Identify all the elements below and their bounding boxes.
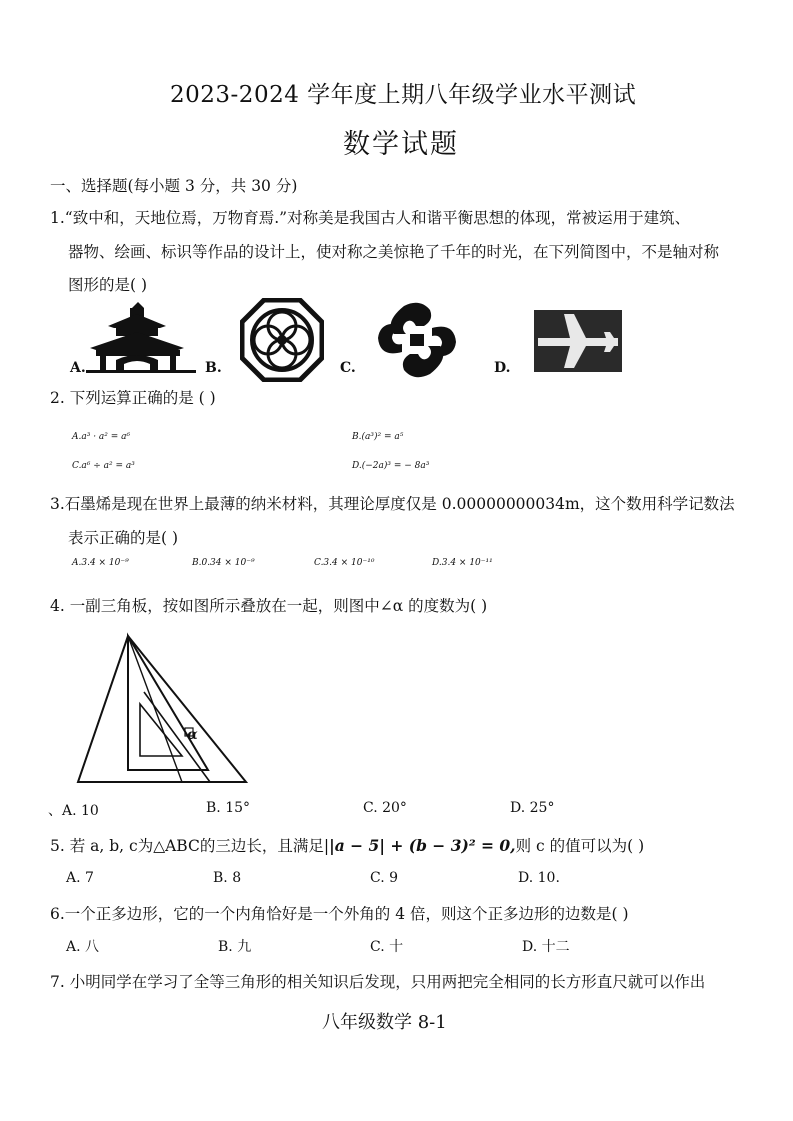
exam-subtitle: 数学试题 <box>343 129 459 160</box>
knot-logo-figure <box>376 300 460 380</box>
exam-title: 2023-2024 学年度上期八年级学业水平测试 <box>170 82 637 108</box>
q3-option-a: A.3.4 × 10⁻⁹ <box>72 558 129 568</box>
q2-option-a: A.a³ · a² = a⁶ <box>72 432 131 442</box>
q6-option-d: D. 十二 <box>522 939 570 955</box>
q6-stem: 6.一个正多边形，它的一个内角恰好是一个外角的 4 倍，则这个正多边形的边数是( ) <box>50 905 629 923</box>
q3-line1: 3.石墨烯是现在世界上最薄的纳米材料，其理论厚度仅是 0.00000000034m，这个数用科学记数法 <box>50 495 735 513</box>
q2-stem: 2. 下列运算正确的是 ( ) <box>50 389 216 407</box>
q5-option-b: B. 8 <box>213 870 242 886</box>
q1-label-c: C. <box>340 360 356 376</box>
q2-option-c: C.a⁶ ÷ a² = a³ <box>72 461 135 471</box>
q1-label-d: D. <box>494 360 511 376</box>
q4-option-d: D. 25° <box>510 800 555 816</box>
q5-option-d: D. 10. <box>518 870 560 886</box>
airplane-sign-figure <box>534 310 622 372</box>
q3-option-d: D.3.4 × 10⁻¹¹ <box>432 558 493 568</box>
q7-line1: 7. 小明同学在学习了全等三角形的相关知识后发现，只用两把完全相同的长方形直尺就可以作出 <box>50 973 706 991</box>
q3-line2: 表示正确的是( ) <box>68 529 179 547</box>
q6-option-a: A. 八 <box>66 939 100 955</box>
page-footer: 八年级数学 8-1 <box>322 1012 447 1033</box>
q4-option-b: B. 15° <box>206 800 251 816</box>
q4-option-c: C. 20° <box>363 800 407 816</box>
q4-stem: 4. 一副三角板，按如图所示叠放在一起，则图中∠α 的度数为( ) <box>50 597 488 615</box>
q5-stem-prefix: 5. 若 a, b, c为△ABC的三边长，且满足| <box>50 837 330 855</box>
q6-option-c: C. 十 <box>370 939 404 955</box>
pavilion-figure <box>86 300 202 374</box>
q6-option-b: B. 九 <box>218 939 252 955</box>
q5-option-c: C. 9 <box>370 870 399 886</box>
triangle-set-figure <box>70 632 255 788</box>
octagon-window-figure <box>240 298 324 382</box>
q1-line2: 器物、绘画、标识等作品的设计上，使对称之美惊艳了千年的时光，在下列简图中，不是轴对称 <box>68 243 720 261</box>
q2-option-d: D.(−2a)³ = − 8a³ <box>352 461 430 471</box>
q5-stem <box>50 834 644 856</box>
q5-stem-suffix: 则 c 的值可以为( ) <box>515 837 645 855</box>
q1-line3: 图形的是( ) <box>68 276 148 294</box>
q1-line1: 1.“致中和，天地位焉，万物育焉.”对称美是我国古人和谐平衡思想的体现，常被运用于建筑、 <box>50 209 691 227</box>
q5-stem-math: |a − 5| + (b − 3)² = 0, <box>329 836 516 855</box>
q2-option-b: B.(a³)² = a⁵ <box>352 432 404 442</box>
q1-label-b: B. <box>205 360 222 376</box>
q3-option-c: C.3.4 × 10⁻¹⁰ <box>314 558 375 568</box>
q5-option-a: A. 7 <box>66 870 94 886</box>
angle-alpha-label: α <box>187 727 198 743</box>
q1-label-a: A. <box>70 360 86 376</box>
q3-option-b: B.0.34 × 10⁻⁹ <box>192 558 255 568</box>
section-heading: 一、选择题(每小题 3 分，共 30 分) <box>50 177 298 195</box>
q4-option-a: 、A. 10 <box>48 803 99 819</box>
